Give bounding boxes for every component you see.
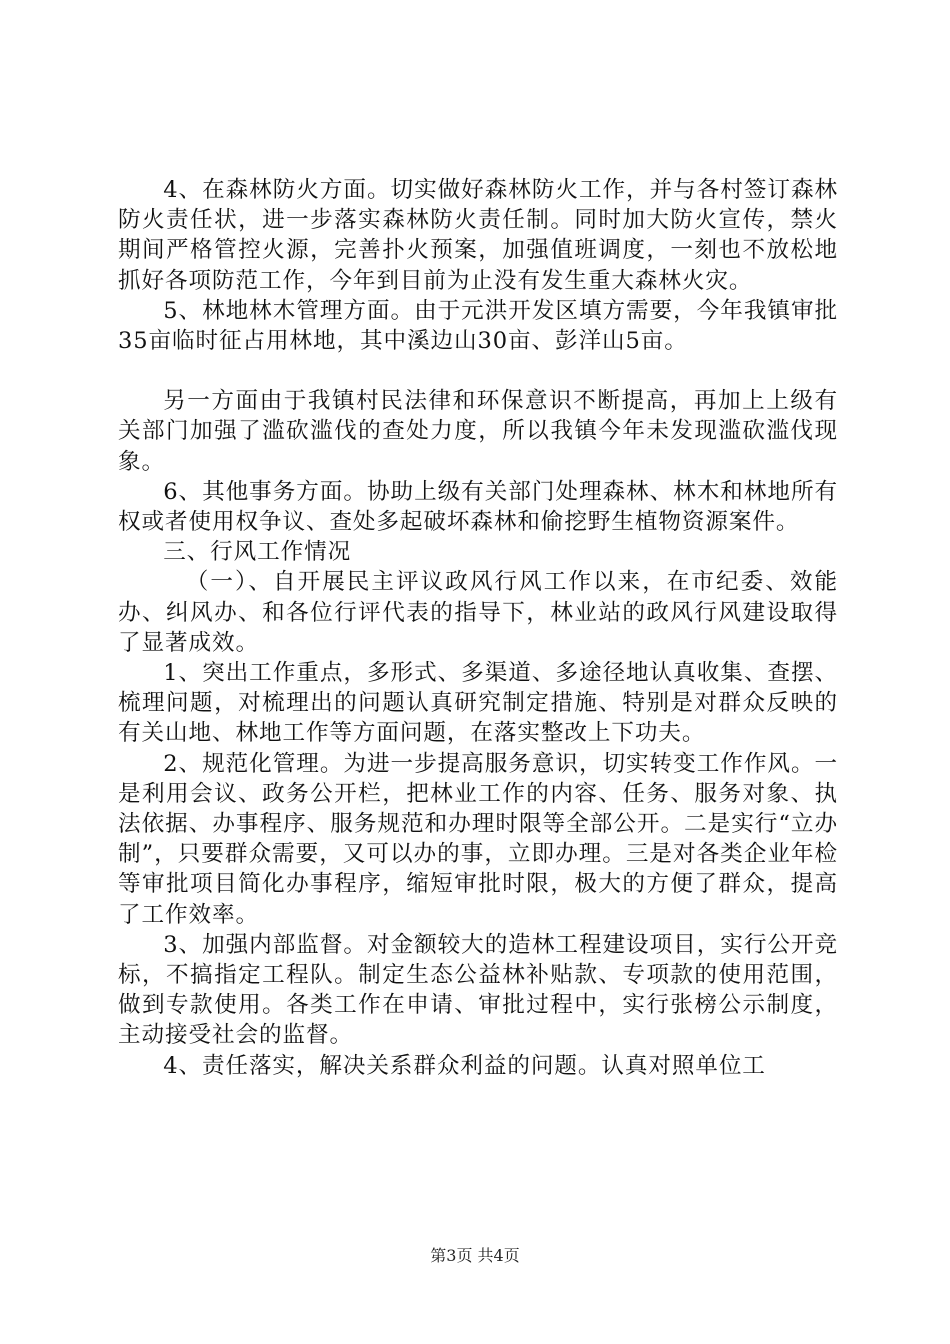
- paragraph-forest-land: 5、林地林木管理方面。由于元洪开发区填方需要，今年我镇审批35亩临时征占用林地，其中溪边山30亩、彭洋山5亩。: [118, 297, 838, 355]
- paragraph-standardized-management: 2、规范化管理。为进一步提高服务意识，切实转变工作作风。一是利用会议、政务公开栏，把林业工作的内容、任务、服务对象、执法依据、办事程序、服务规范和办理时限等全部公开。二是实行“立办制”，只要群众需要，又可以办的事，立即办理。三是对各类企业年检等审批项目简化办事程序，缩短审批时限，极大的方便了群众，提高了工作效率。: [118, 750, 838, 928]
- paragraph-no-illegal-logging: 另一方面由于我镇村民法律和环保意识不断提高，再加上上级有关部门加强了滥砍滥伐的查处力度，所以我镇今年未发现滥砍滥伐现象。: [118, 388, 838, 475]
- paragraph-internal-supervision: 3、加强内部监督。对金额较大的造林工程建设项目，实行公开竞标，不搞指定工程队。制定生态公益林补贴款、专项款的使用范围，做到专款使用。各类工作在申请、审批过程中，实行张榜公示制度，主动接受社会的监督。: [118, 931, 838, 1049]
- paragraph-evaluation: （一）、自开展民主评议政风行风工作以来，在市纪委、效能办、纠风办、和各位行评代表的指导下，林业站的政风行风建设取得了显著成效。: [118, 569, 838, 656]
- paragraph-key-work: 1、突出工作重点，多形式、多渠道、多途径地认真收集、查摆、梳理问题，对梳理出的问题认真研究制定措施、特别是对群众反映的有关山地、林地工作等方面问题，在落实整改上下功夫。: [118, 660, 838, 747]
- section-heading-work-style: 三、行风工作情况: [163, 539, 352, 566]
- paragraph-responsibility: 4、责任落实，解决关系群众利益的问题。认真对照单位工: [163, 1052, 766, 1079]
- paragraph-other-affairs: 6、其他事务方面。协助上级有关部门处理森林、林木和林地所有权或者使用权争议、查处多起破坏森林和偷挖野生植物资源案件。: [118, 478, 838, 536]
- page-number-footer: 第3页 共4页: [430, 1246, 520, 1265]
- document-body: [118, 175, 838, 1081]
- paragraph-forest-fire: 4、在森林防火方面。切实做好森林防火工作，并与各村签订森林防火责任状，进一步落实森林防火责任制。同时加大防火宣传，禁火期间严格管控火源，完善扑火预案，加强值班调度，一刻也不放松地抓好各项防范工作，今年到目前为止没有发生重大森林火灾。: [118, 177, 838, 294]
